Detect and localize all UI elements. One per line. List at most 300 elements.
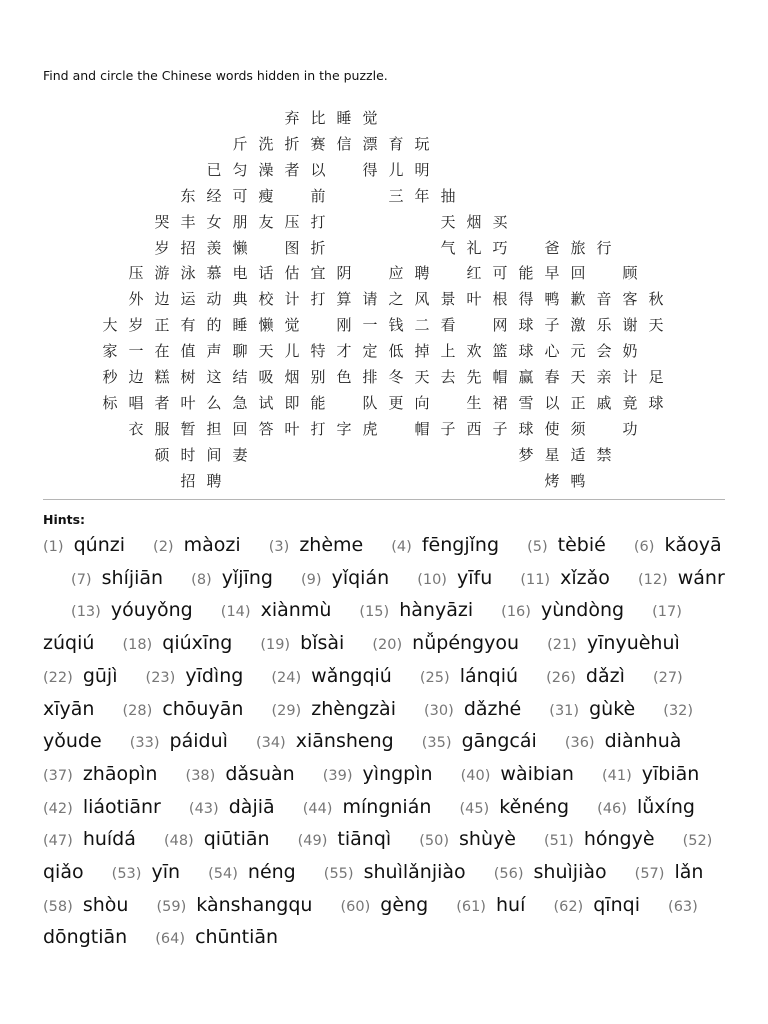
hint-pinyin: gèng	[380, 893, 429, 916]
grid-cell[interactable]: 戚	[596, 393, 612, 412]
hint-number: (2)	[153, 539, 174, 555]
grid-cell[interactable]: 打	[310, 212, 326, 231]
hint-item	[668, 894, 702, 916]
grid-cell[interactable]: 聊	[232, 342, 248, 361]
grid-cell[interactable]: 歉	[570, 290, 586, 309]
hint-pinyin: xǐzǎo	[560, 566, 610, 589]
grid-cell[interactable]: 育	[388, 134, 404, 153]
grid-cell[interactable]: 聘	[206, 471, 222, 490]
hint-pinyin: lǚxíng	[636, 795, 695, 818]
grid-cell[interactable]: 三	[388, 186, 404, 205]
grid-cell[interactable]: 女	[206, 212, 222, 231]
grid-cell[interactable]: 天	[440, 212, 456, 231]
grid-cell[interactable]: 妻	[232, 445, 248, 464]
grid-cell[interactable]: 谢	[622, 316, 638, 335]
grid-cell[interactable]: 急	[232, 393, 248, 412]
grid-cell[interactable]: 旅	[570, 238, 586, 257]
grid-cell[interactable]: 西	[466, 419, 482, 438]
grid-cell[interactable]: 红	[466, 264, 482, 283]
hint-pinyin: yībiān	[641, 762, 700, 785]
hint-item	[324, 861, 358, 883]
grid-cell[interactable]: 冬	[388, 368, 404, 386]
grid-cell[interactable]: 折	[310, 238, 326, 257]
grid-cell[interactable]: 队	[362, 393, 378, 412]
grid-cell[interactable]: 天	[648, 316, 664, 335]
hint-pinyin: diànhuà	[604, 730, 682, 753]
grid-cell[interactable]: 回	[570, 264, 586, 283]
grid-cell[interactable]: 游	[154, 264, 170, 283]
grid-cell[interactable]: 定	[362, 342, 378, 361]
grid-cell[interactable]: 前	[310, 186, 326, 205]
grid-cell[interactable]: 才	[336, 342, 352, 361]
hint-item	[456, 894, 490, 916]
hint-item	[549, 698, 583, 720]
hint-pinyin: màozi	[183, 534, 241, 556]
hint-pinyin: shùyè	[459, 828, 516, 851]
grid-cell[interactable]: 足	[648, 368, 664, 386]
hint-number: (14)	[220, 604, 251, 621]
grid-cell[interactable]: 慕	[206, 264, 222, 283]
grid-cell[interactable]: 澡	[258, 160, 274, 179]
hint-item	[422, 730, 456, 752]
grid-cell[interactable]: 的	[206, 316, 222, 335]
grid-cell[interactable]: 须	[570, 419, 586, 438]
grid-cell[interactable]: 玩	[414, 134, 430, 153]
grid-cell[interactable]: 看	[440, 316, 456, 335]
grid-cell[interactable]: 可	[232, 186, 248, 205]
grid-cell[interactable]: 客	[622, 290, 638, 309]
hint-pinyin: wàibian	[500, 762, 574, 785]
grid-cell[interactable]: 钱	[388, 316, 404, 335]
grid-cell[interactable]: 者	[154, 393, 170, 412]
hint-number: (32)	[663, 702, 694, 719]
hint-pinyin: yǒude	[43, 730, 102, 753]
grid-cell[interactable]: 校	[258, 290, 274, 309]
grid-cell[interactable]: 算	[336, 290, 352, 309]
hint-number: (53)	[111, 866, 142, 883]
grid-cell[interactable]: 网	[492, 316, 508, 335]
grid-cell[interactable]: 试	[258, 393, 274, 412]
grid-cell[interactable]: 招	[180, 238, 196, 257]
hint-number: (27)	[652, 669, 683, 686]
grid-cell[interactable]: 能	[310, 393, 326, 412]
grid-cell[interactable]: 外	[128, 290, 144, 309]
grid-cell[interactable]: 睡	[336, 109, 352, 127]
hint-number: (21)	[547, 637, 577, 654]
grid-cell[interactable]: 宜	[310, 264, 326, 283]
grid-cell[interactable]: 虎	[362, 419, 378, 438]
hint-number: (3)	[268, 539, 290, 555]
grid-cell[interactable]: 结	[232, 368, 248, 386]
grid-cell[interactable]: 应	[388, 264, 404, 283]
grid-cell[interactable]: 禁	[596, 445, 612, 464]
grid-cell[interactable]: 景	[440, 290, 456, 309]
grid-cell[interactable]: 别	[310, 368, 326, 386]
grid-cell[interactable]: 乐	[596, 316, 612, 335]
hint-number: (45)	[459, 800, 490, 817]
hint-pinyin: míngnián	[342, 795, 432, 818]
grid-cell[interactable]: 顾	[622, 264, 638, 283]
hint-item	[547, 632, 581, 654]
hints-list	[43, 530, 728, 955]
grid-cell[interactable]: 适	[570, 445, 586, 464]
grid-cell[interactable]: 之	[388, 290, 404, 309]
hint-pinyin: tiānqì	[337, 828, 392, 851]
grid-cell[interactable]: 岁	[128, 316, 144, 335]
hint-number: (55)	[323, 866, 354, 883]
hint-item	[221, 599, 255, 621]
hint-number: (56)	[493, 866, 524, 883]
hint-number: (30)	[424, 702, 454, 719]
grid-cell[interactable]: 球	[518, 419, 534, 438]
grid-cell[interactable]: 球	[648, 393, 664, 412]
hint-pinyin: zúqiú	[43, 632, 95, 655]
grid-cell[interactable]: 动	[206, 290, 222, 309]
hint-item	[420, 665, 454, 687]
hint-pinyin: hànyāzi	[399, 599, 474, 622]
grid-cell[interactable]: 弃	[284, 109, 300, 127]
grid-cell[interactable]: 暂	[180, 419, 196, 438]
grid-cell[interactable]: 泳	[180, 264, 196, 283]
hint-pinyin: liáotiānr	[82, 795, 161, 818]
hint-number: (62)	[553, 898, 584, 915]
grid-cell[interactable]: 篮	[492, 342, 508, 361]
grid-cell[interactable]: 正	[570, 393, 586, 412]
grid-cell[interactable]: 一	[362, 316, 378, 335]
grid-cell[interactable]: 星	[544, 445, 560, 464]
hint-pinyin: dǎzì	[585, 664, 625, 687]
grid-cell[interactable]: 上	[440, 342, 456, 361]
grid-cell[interactable]: 东	[180, 186, 196, 205]
hint-pinyin: xiànmù	[260, 599, 332, 622]
grid-cell[interactable]: 以	[310, 160, 326, 179]
hint-number: (63)	[668, 898, 698, 915]
hint-pinyin: yīfu	[457, 566, 493, 589]
hint-number: (15)	[359, 604, 390, 621]
grid-cell[interactable]: 话	[258, 264, 274, 283]
grid-cell[interactable]: 向	[414, 393, 430, 412]
grid-cell[interactable]: 朋	[232, 212, 248, 231]
grid-cell[interactable]: 得	[362, 160, 378, 179]
grid-cell[interactable]: 回	[232, 419, 248, 438]
hint-number: (9)	[300, 571, 322, 588]
grid-cell[interactable]: 压	[284, 212, 300, 231]
hint-number: (18)	[122, 637, 153, 654]
hint-item	[417, 567, 451, 589]
grid-cell[interactable]: 吸	[258, 368, 274, 386]
grid-cell[interactable]: 在	[154, 342, 170, 361]
hint-item	[683, 828, 717, 850]
grid-cell[interactable]: 请	[362, 290, 378, 309]
grid-cell[interactable]: 风	[414, 290, 430, 309]
grid-cell[interactable]: 匀	[232, 160, 248, 179]
grid-cell[interactable]: 已	[206, 160, 222, 179]
grid-cell[interactable]: 球	[518, 342, 534, 361]
grid-cell[interactable]: 边	[154, 290, 170, 309]
hint-number: (16)	[501, 604, 531, 621]
grid-cell[interactable]: 子	[492, 419, 508, 438]
grid-cell[interactable]: 么	[206, 393, 222, 412]
grid-cell[interactable]: 得	[518, 290, 534, 309]
grid-cell[interactable]: 者	[284, 160, 300, 179]
hint-number: (13)	[71, 604, 101, 621]
grid-cell[interactable]: 音	[596, 290, 612, 309]
grid-cell[interactable]: 一	[128, 342, 144, 361]
grid-cell[interactable]: 折	[284, 134, 300, 153]
grid-cell[interactable]: 儿	[388, 160, 404, 179]
hint-pinyin: nǚpéngyou	[412, 632, 520, 655]
hint-pinyin: xīyān	[43, 697, 95, 720]
hints-heading: Hints:	[43, 512, 86, 527]
grid-cell[interactable]: 会	[596, 342, 612, 361]
grid-cell[interactable]: 鸭	[570, 471, 586, 490]
hint-pinyin: yīdìng	[185, 664, 244, 687]
grid-cell[interactable]: 树	[180, 368, 196, 386]
grid-cell[interactable]: 功	[622, 419, 638, 438]
grid-cell[interactable]: 低	[388, 342, 404, 361]
grid-cell[interactable]: 元	[570, 342, 586, 361]
grid-cell[interactable]: 正	[154, 316, 170, 335]
hint-number: (37)	[43, 767, 73, 784]
hint-number: (61)	[456, 898, 486, 915]
grid-cell[interactable]: 典	[232, 290, 248, 309]
hint-item	[208, 861, 242, 883]
hint-pinyin: yīn	[151, 861, 181, 884]
grid-cell[interactable]: 懒	[258, 316, 274, 335]
hint-number: (43)	[188, 800, 219, 817]
grid-cell[interactable]: 边	[128, 368, 144, 386]
grid-cell[interactable]: 子	[440, 419, 456, 438]
hint-item	[123, 698, 157, 720]
grid-cell[interactable]: 岁	[154, 238, 170, 257]
hint-pinyin: dàjiā	[228, 795, 275, 818]
hint-number: (31)	[549, 702, 580, 719]
grid-cell[interactable]: 烤	[544, 471, 560, 490]
grid-cell[interactable]: 先	[466, 368, 482, 386]
grid-cell[interactable]: 帽	[492, 368, 508, 386]
grid-cell[interactable]: 斤	[232, 134, 248, 153]
grid-cell[interactable]: 竟	[622, 393, 638, 412]
hint-pinyin: shòu	[82, 893, 129, 916]
grid-cell[interactable]: 丰	[180, 212, 196, 231]
grid-cell[interactable]: 梦	[518, 445, 534, 464]
hint-item	[71, 599, 105, 621]
hint-item	[186, 763, 220, 785]
grid-cell[interactable]: 有	[180, 316, 196, 335]
grid-cell[interactable]: 以	[544, 393, 560, 412]
grid-cell[interactable]: 爸	[544, 238, 560, 257]
grid-cell[interactable]: 买	[492, 212, 508, 231]
grid-cell[interactable]: 天	[414, 368, 430, 386]
hint-number: (23)	[145, 669, 176, 686]
grid-cell[interactable]: 觉	[284, 316, 300, 335]
hint-number: (47)	[43, 833, 73, 850]
grid-cell[interactable]: 打	[310, 419, 326, 438]
grid-cell[interactable]: 心	[544, 342, 560, 361]
grid-cell[interactable]: 瘦	[258, 186, 274, 205]
grid-cell[interactable]: 漂	[362, 134, 378, 153]
grid-cell[interactable]: 裙	[492, 393, 508, 412]
grid-cell[interactable]: 衣	[128, 419, 144, 438]
grid-cell[interactable]: 抽	[440, 186, 456, 205]
grid-cell[interactable]: 图	[284, 238, 300, 257]
hint-number: (60)	[340, 898, 371, 915]
grid-cell[interactable]: 友	[258, 212, 274, 231]
grid-cell[interactable]: 儿	[284, 342, 300, 361]
hint-item	[372, 632, 406, 654]
grid-cell[interactable]: 春	[544, 368, 560, 386]
grid-cell[interactable]: 色	[336, 368, 352, 386]
grid-cell[interactable]: 家	[102, 342, 118, 361]
hint-item	[459, 796, 493, 818]
grid-cell[interactable]: 亲	[596, 368, 612, 386]
grid-cell[interactable]: 估	[284, 264, 300, 283]
grid-cell[interactable]: 经	[206, 186, 222, 205]
grid-cell[interactable]: 值	[180, 342, 196, 361]
hint-item	[544, 828, 578, 850]
hint-pinyin: shíjiān	[101, 566, 164, 589]
hint-item	[43, 665, 77, 687]
hint-pinyin: gāngcái	[461, 730, 537, 753]
grid-cell[interactable]: 秒	[102, 368, 118, 386]
grid-cell[interactable]: 时	[180, 445, 196, 464]
grid-cell[interactable]: 排	[362, 368, 378, 386]
grid-cell[interactable]: 这	[206, 368, 222, 386]
grid-cell[interactable]: 糕	[154, 368, 170, 386]
hint-number: (24)	[271, 669, 302, 686]
grid-cell[interactable]: 能	[518, 264, 534, 283]
hint-pinyin: bǐsài	[300, 632, 345, 655]
hint-item	[43, 534, 68, 556]
hint-pinyin: dǎsuàn	[225, 762, 295, 785]
hint-item	[359, 599, 393, 621]
grid-cell[interactable]: 去	[440, 368, 456, 386]
grid-cell[interactable]: 生	[466, 393, 482, 412]
grid-cell[interactable]: 压	[128, 264, 144, 283]
hint-number: (39)	[322, 767, 353, 784]
hint-pinyin: chōuyān	[162, 697, 244, 720]
grid-cell[interactable]: 字	[336, 419, 352, 438]
grid-cell[interactable]: 阴	[336, 264, 352, 283]
grid-cell[interactable]: 激	[570, 316, 586, 335]
hint-pinyin: tèbié	[557, 534, 606, 556]
grid-cell[interactable]: 掉	[414, 342, 430, 361]
grid-cell[interactable]: 礼	[466, 238, 482, 257]
grid-cell[interactable]: 欢	[466, 342, 482, 361]
hint-number: (57)	[634, 866, 665, 883]
grid-cell[interactable]: 雪	[518, 393, 534, 412]
hint-number: (6)	[633, 539, 655, 555]
grid-cell[interactable]: 使	[544, 419, 560, 438]
grid-cell[interactable]: 答	[258, 419, 274, 438]
hint-item	[155, 926, 189, 948]
hint-pinyin: qúnzi	[73, 534, 125, 556]
grid-cell[interactable]: 标	[102, 393, 118, 412]
section-divider	[43, 499, 725, 500]
hint-number: (44)	[302, 800, 333, 817]
grid-cell[interactable]: 烟	[284, 368, 300, 386]
grid-cell[interactable]: 赢	[518, 368, 534, 386]
grid-cell[interactable]: 打	[310, 290, 326, 309]
grid-cell[interactable]: 帽	[414, 419, 430, 438]
grid-cell[interactable]: 哭	[154, 212, 170, 231]
hint-pinyin: zhèngzài	[311, 697, 396, 720]
grid-cell[interactable]: 烟	[466, 212, 482, 231]
hint-pinyin: qiūtiān	[203, 828, 270, 851]
grid-cell[interactable]: 叶	[466, 290, 482, 309]
grid-cell[interactable]: 鸭	[544, 290, 560, 309]
grid-cell[interactable]: 运	[180, 290, 196, 309]
grid-cell[interactable]: 信	[336, 134, 352, 153]
grid-cell[interactable]: 间	[206, 445, 222, 464]
hint-number: (50)	[419, 833, 449, 850]
grid-cell[interactable]: 根	[492, 290, 508, 309]
grid-cell[interactable]: 唱	[128, 393, 144, 412]
grid-cell[interactable]: 羡	[206, 238, 222, 257]
hint-item	[634, 534, 659, 556]
grid-cell[interactable]: 觉	[362, 109, 378, 127]
grid-cell[interactable]: 明	[414, 160, 430, 179]
grid-cell[interactable]: 二	[414, 316, 430, 335]
hint-number: (41)	[601, 767, 632, 784]
grid-cell[interactable]: 天	[570, 368, 586, 386]
hint-item	[546, 665, 580, 687]
grid-cell[interactable]: 担	[206, 419, 222, 438]
grid-cell[interactable]: 巧	[492, 238, 508, 257]
hint-pinyin: lánqiú	[459, 664, 519, 687]
grid-cell[interactable]: 聘	[414, 264, 430, 283]
grid-cell[interactable]: 计	[622, 368, 638, 386]
hint-item	[43, 894, 77, 916]
grid-cell[interactable]: 秋	[648, 290, 664, 309]
grid-cell[interactable]: 子	[544, 316, 560, 335]
grid-cell[interactable]: 奶	[622, 342, 638, 361]
grid-cell[interactable]: 电	[232, 264, 248, 283]
grid-cell[interactable]: 天	[258, 342, 274, 361]
hint-pinyin: qiúxīng	[162, 632, 233, 655]
grid-cell[interactable]: 睡	[232, 316, 248, 335]
grid-cell[interactable]: 赛	[310, 134, 326, 153]
grid-cell[interactable]: 球	[518, 316, 534, 335]
grid-cell[interactable]: 服	[154, 419, 170, 438]
grid-cell[interactable]: 懒	[232, 238, 248, 257]
hint-item	[146, 665, 180, 687]
grid-cell[interactable]: 行	[596, 238, 612, 257]
grid-cell[interactable]: 洗	[258, 134, 274, 153]
grid-cell[interactable]: 招	[180, 471, 196, 490]
grid-cell[interactable]: 叶	[180, 393, 196, 412]
grid-cell[interactable]: 气	[440, 238, 456, 257]
hint-number: (49)	[297, 833, 328, 850]
grid-cell[interactable]: 特	[310, 342, 326, 361]
grid-cell[interactable]: 叶	[284, 419, 300, 438]
grid-cell[interactable]: 计	[284, 290, 300, 309]
grid-cell[interactable]: 年	[414, 186, 430, 205]
grid-cell[interactable]: 硕	[154, 445, 170, 464]
grid-cell[interactable]: 早	[544, 264, 560, 283]
hint-number: (17)	[652, 604, 682, 621]
hint-number: (42)	[43, 800, 73, 817]
grid-cell[interactable]: 声	[206, 342, 222, 361]
grid-cell[interactable]: 可	[492, 264, 508, 283]
grid-cell[interactable]: 大	[102, 316, 118, 335]
grid-cell[interactable]: 即	[284, 393, 300, 412]
grid-cell[interactable]: 刚	[336, 316, 352, 335]
grid-cell[interactable]: 比	[310, 109, 326, 127]
hint-number: (64)	[155, 931, 186, 948]
hint-pinyin: yìngpìn	[362, 762, 433, 785]
grid-cell[interactable]: 更	[388, 393, 404, 412]
